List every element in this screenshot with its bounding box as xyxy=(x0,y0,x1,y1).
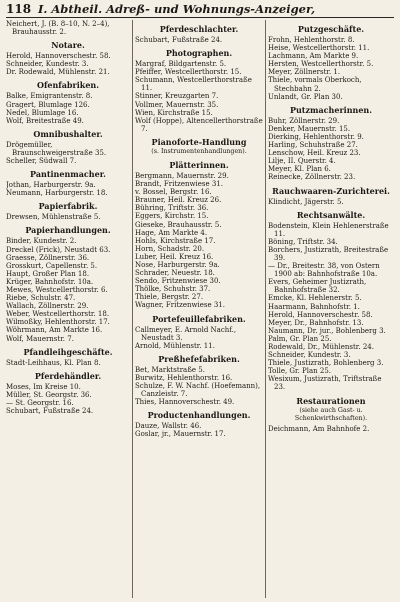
category-note: (s. Instrumentenhandlungen). xyxy=(151,147,247,155)
directory-entry: Burwitz, Hehlenthorstr. 16. xyxy=(135,373,233,382)
directory-entry: Grosskurt, Capellenstr. 5. xyxy=(6,261,98,270)
directory-entry: Palm, Gr. Plan 25. xyxy=(268,334,332,343)
directory-entry: Denker, Mauernstr. 15. xyxy=(268,124,351,133)
directory-entry: Balke, Emigrantenstr. 8. xyxy=(6,92,93,101)
category-heading: Pianoforte-Handlung xyxy=(151,136,247,147)
directory-entry: Stinner, Kreuzgarten 7. xyxy=(135,92,219,101)
directory-entry: Thiele, Justizrath, Bohlenberg 3. xyxy=(268,359,384,368)
directory-entry: Hage, Am Markte 4. xyxy=(135,228,208,237)
directory-entry: Schubart, Fußstraße 24. xyxy=(6,407,94,415)
directory-entry: Brandt, Fritzenwiese 31. xyxy=(135,180,223,189)
directory-entry: Evers, Geheimer Justizrath, Bahnhofstraße 32. xyxy=(268,278,367,295)
category-heading: Productenhandlungen. xyxy=(147,410,251,421)
directory-entry: Frohn, Hehlenthorstr. 8. xyxy=(268,36,355,44)
directory-entry: Sendo, Fritzenwiese 30. xyxy=(135,277,221,286)
category-heading: Preßhefefabriken. xyxy=(158,353,240,364)
directory-entry: Drögemüller, Braunschweigerstraße 35. xyxy=(6,140,107,157)
directory-entry: Herold, Hannoverschestr. 58. xyxy=(268,310,373,319)
directory-entry: Heise, Westcellerthorstr. 11. xyxy=(268,44,370,53)
directory-entry: v. Bossel, Bergstr. 16. xyxy=(135,188,212,197)
directory-entry: Bodenstein, Klein Hehlenerstraße 11. xyxy=(268,221,389,238)
category-heading: Pantinenmacher. xyxy=(30,169,106,180)
directory-entry: Herold, Hannoverschestr. 58. xyxy=(6,52,111,61)
directory-entry: Hersten, Westcellerthorstr. 5. xyxy=(268,60,374,69)
category-heading: Papierhandlungen. xyxy=(25,225,111,236)
category-heading: Ofenfabriken. xyxy=(36,80,100,91)
directory-entry: Moses, Im Kreise 10. xyxy=(6,382,81,391)
directory-entry: Buhr, Zöllnerstr. 29. xyxy=(268,116,340,125)
column-divider xyxy=(265,20,266,598)
directory-entry: Krüger, Bahnhofstr. 10a. xyxy=(6,277,94,286)
directory-entry: Schubart, Fußstraße 24. xyxy=(135,36,223,44)
directory-entry: Drewsen, Mühlenstraße 5. xyxy=(6,213,101,222)
directory-entry: Schneider, Kundestr. 3. xyxy=(6,60,89,69)
directory-entry: Wolf, Breitestraße 49. xyxy=(6,116,84,125)
directory-entry: Naumann, Dr. jur., Bohlenberg 3. xyxy=(268,326,386,335)
directory-entry: Schulze, F. W. Nachf. (Hoefemann), Canzleistr. 7. xyxy=(135,382,261,399)
directory-entry: Margraf, Bildgartenstr. 5. xyxy=(135,60,227,69)
directory-entry: — St. Georgstr. 16. xyxy=(6,398,74,407)
directory-entry: Brauner, Heil. Kreuz 26. xyxy=(135,196,222,205)
directory-entry: Weber, Westcellerthorstr. 18. xyxy=(6,310,110,319)
directory-entry: Meyer, Dr., Bahnhofstr. 13. xyxy=(268,318,364,327)
page-header xyxy=(6,2,394,18)
directory-entry: Klindicht, Jägerstr. 5. xyxy=(268,197,344,206)
category-heading: Pferdeschlachter. xyxy=(159,24,239,34)
directory-entry: Gragert, Blumlage 126. xyxy=(6,100,90,109)
directory-entry: Scheller, Südwall 7. xyxy=(6,157,77,166)
directory-entry: Hohls, Kirchstraße 17. xyxy=(135,236,216,245)
directory-entry: Arnold, Mühlenstr. 11. xyxy=(135,341,215,350)
directory-entry: Reinecke, Zöllnerstr. 23. xyxy=(268,173,356,182)
directory-entry: Bet, Marktstraße 5. xyxy=(135,365,205,374)
category-heading: Rechtsanwälte. xyxy=(296,209,366,220)
directory-entry: Wallach, Zöllnerstr. 29. xyxy=(6,302,89,311)
directory-entry: Tolle, Gr. Plan 25. xyxy=(268,367,332,376)
directory-entry: Wesixum, Justizrath, Triftstraße 23. xyxy=(268,375,382,392)
directory-entry: Schneider, Kundestr. 3. xyxy=(268,351,351,360)
column-1 xyxy=(6,20,130,600)
directory-entry: Lenschow, Heil. Kreuz 23. xyxy=(268,149,361,158)
directory-entry: Binder, Kundestr. 2. xyxy=(6,237,77,246)
directory-entry: Unlandt, Gr. Plan 30. xyxy=(268,92,343,101)
directory-entry: Bergmann, Mauernstr. 29. xyxy=(135,171,229,180)
directory-entry: Graesse, Zöllnerstr. 36. xyxy=(6,253,90,262)
directory-entry: Eggers, Kirchstr. 15. xyxy=(135,212,209,221)
directory-entry: Müller, St. Georgstr. 36. xyxy=(6,390,92,399)
category-heading: Putzmacherinnen. xyxy=(289,104,373,115)
page-number: 118 xyxy=(6,2,32,16)
directory-entry: Wien, Kirchstraße 15. xyxy=(135,108,213,117)
directory-entry: Riebe, Schulstr. 47. xyxy=(6,294,76,303)
column-divider xyxy=(132,20,133,598)
directory-entry: Haarmann, Bahnhofstr. 1. xyxy=(268,302,360,311)
directory-entry: Neumann, Harburgerstr. 18. xyxy=(6,189,108,198)
directory-entry: Thölke, Schuhstr. 37. xyxy=(135,285,211,294)
directory-entry: Wolf, Mauernstr. 7. xyxy=(6,334,74,343)
directory-entry: Dreckel (Frick), Neustadt 63. xyxy=(6,245,111,254)
directory-entry: Harling, Schuhstraße 27. xyxy=(268,141,358,150)
category-heading: Plätterinnen. xyxy=(169,159,229,170)
column-3 xyxy=(268,20,394,600)
directory-entry: Goslar, jr., Mauernstr. 17. xyxy=(135,430,226,439)
directory-entry: Stadt-Leihhaus, Kl. Plan 8. xyxy=(6,358,101,367)
directory-entry: Thiele, vormals Oberkoch, Stechbahn 2. xyxy=(268,76,362,93)
category-note: (siehe auch Gast- u. Schenkwirthschaften). xyxy=(294,406,368,422)
directory-entry: Emcke, Kl. Hehlenerstr. 5. xyxy=(268,294,362,303)
directory-entry: Vollmer, Mauernstr. 35. xyxy=(135,100,219,109)
directory-entry: Callmeyer, E. Arnold Nachf., Neustadt 3. xyxy=(135,325,237,342)
directory-entry: Dauze, Wallstr. 46. xyxy=(135,422,202,431)
category-heading: Notare. xyxy=(51,40,85,51)
directory-entry: Schrader, Neuestr. 18. xyxy=(135,269,215,278)
directory-entry: Wöhrmann, Am Markte 16. xyxy=(6,326,103,335)
directory-entry: Haupt, Großer Plan 18. xyxy=(6,269,90,278)
directory-entry: Rodewald, Dr., Mühlenstr. 24. xyxy=(268,343,374,351)
category-heading: Papierfabrik. xyxy=(38,201,98,212)
directory-entry: Wilmoßky, Hehlenthorstr. 17. xyxy=(6,318,110,327)
directory-entry: Wagner, Fritzenwiese 31. xyxy=(135,301,225,310)
directory-entry: Lilje, II. Querstr. 4. xyxy=(268,157,336,166)
running-title: I. Abtheil. Adreß- und Wohnungs-Anzeiger, xyxy=(38,2,316,16)
directory-entry: Horn, Schadstr. 20. xyxy=(135,244,205,253)
directory-entry: Nose, Harburgerstr. 9a. xyxy=(135,260,220,269)
category-heading: Omnibushalter. xyxy=(33,128,103,139)
directory-entry: Jothan, Harburgerstr. 9a. xyxy=(6,181,96,190)
category-heading: Pferdehändler. xyxy=(34,370,102,381)
directory-entry: Bühring, Triftstr. 36. xyxy=(135,204,209,213)
directory-entry: Thiele, Bergstr. 27. xyxy=(135,293,204,302)
directory-entry: Wolf (Hoppe), Altencellerthorstraße 7. xyxy=(135,116,263,133)
directory-entry: Dr. Rodewald, Mühlenstr. 21. xyxy=(6,68,110,77)
directory-columns xyxy=(6,20,394,600)
directory-entry: Borchers, Justizrath, Breitestraße 39. xyxy=(268,245,389,262)
directory-entry: Böning, Triftstr. 34. xyxy=(268,237,338,246)
directory-entry: Lachmann, Am Markte 9. xyxy=(268,52,359,61)
category-heading: Pfandleihgeschäfte. xyxy=(23,346,113,357)
directory-entry: Meyer, Zöllnerstr. 1. xyxy=(268,68,341,77)
directory-entry: — Dr., Breitestr. 38, von Ostern 1900 ab: Bahnhofstraße 10a. xyxy=(268,262,380,279)
directory-entry: Pfeiffer, Westcellerthorstr. 15. xyxy=(135,68,242,77)
directory-entry: Luber, Heil. Kreuz 16. xyxy=(135,252,214,261)
category-heading: Photographen. xyxy=(165,48,233,59)
directory-entry: Meyer, Kl. Plan 6. xyxy=(268,165,331,174)
directory-entry: Mewes, Westcellerthorstr. 6. xyxy=(6,285,108,294)
directory-entry: Neichert, J. (B. 8–10, N. 2–4), Brauhausstr. 2. xyxy=(6,20,110,37)
directory-entry: Dierking, Hehlenthorstr. 9. xyxy=(268,132,364,141)
category-heading: Portefeuillefabriken. xyxy=(152,313,246,324)
category-heading: Putzgeschäfte. xyxy=(297,24,365,34)
category-heading: Rauchwaaren-Zurichterei. xyxy=(272,185,390,196)
directory-entry: Schumann, Westcellerthorstraße 11. xyxy=(135,76,252,93)
category-heading: Restaurationen xyxy=(296,395,366,406)
directory-entry: Nedel, Blumlage 16. xyxy=(6,108,79,117)
column-2 xyxy=(135,20,263,600)
directory-entry: Deichmann, Am Bahnhofe 2. xyxy=(268,424,370,433)
directory-entry: Gieseke, Brauhausstr. 5. xyxy=(135,220,222,229)
directory-entry: Thies, Hannoverschestr. 49. xyxy=(135,398,235,407)
